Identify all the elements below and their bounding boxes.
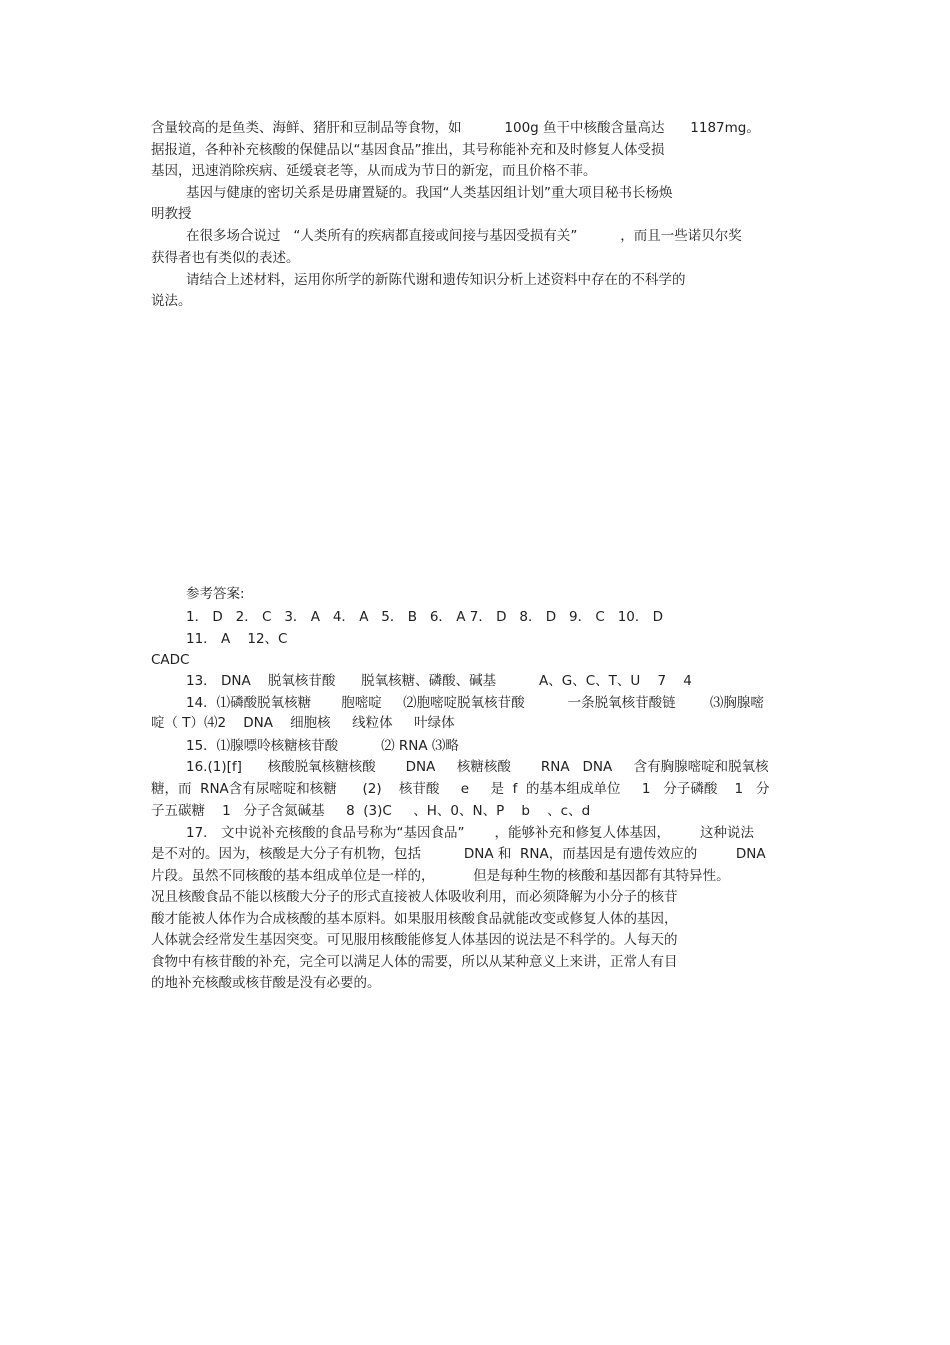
answers-heading: 参考答案: (186, 586, 245, 602)
text-line: 说法。 (151, 293, 192, 309)
answer-line: 是不对的。因为，核酸是大分子有机物，包括 DNA 和 RNA，而基因是有遗传效应的 DNA (151, 846, 766, 862)
answer-line: 17． 文中说补充核酸的食品号称为“基因食品” ，能够补充和修复人体基因， 这种说法 (186, 825, 755, 841)
text-line: 获得者也有类似的表述。 (151, 250, 300, 266)
answer-line: 的地补充核酸或核苷酸是没有必要的。 (151, 975, 381, 991)
answer-line: 11． A 12、C (186, 631, 288, 647)
text-line: 基因，迅速消除疾病、延缓衰老等，从而成为节日的新宠，而且价格不菲。 (151, 163, 597, 179)
answer-line: 啶（ T）⑷2 DNA 细胞核 线粒体 叶绿体 (151, 715, 455, 731)
answer-line: 15．⑴腺嘌呤核糖核苷酸 ⑵ RNA ⑶略 (186, 738, 459, 754)
text-line: 请结合上述材料，运用你所学的新陈代谢和遗传知识分析上述资料中存在的不科学的 (186, 272, 686, 288)
answer-line: 酸才能被人体作为合成核酸的基本原料。如果服用核酸食品就能改变或修复人体的基因， (151, 911, 678, 927)
answer-line: 人体就会经常发生基因突变。可见服用核酸能修复人体基因的说法是不科学的。人每天的 (151, 932, 678, 948)
answer-line: 14．⑴磷酸脱氧核糖 胞嘧啶 ⑵胞嘧啶脱氧核苷酸 一条脱氧核苷酸链 ⑶胸腺嘧 (186, 695, 764, 711)
text-line: 含量较高的是鱼类、海鲜、猪肝和豆制品等食物，如 100g 鱼干中核酸含量高达 1187mg。 (151, 120, 760, 136)
answer-line: 糖，而 RNA含有尿嘧啶和核糖 (2) 核苷酸 e 是 f 的基本组成单位 1 分子磷酸 1 分 (151, 781, 770, 797)
answer-line: 片段。虽然不同核酸的基本组成单位是一样的， 但是每种生物的核酸和基因都有其特异性。 (151, 868, 730, 884)
text-line: 据报道，各种补充核酸的保健品以“基因食品”推出，其号称能补充和及时修复人体受损 (151, 142, 665, 158)
answer-line: 食物中有核苷酸的补充，完全可以满足人体的需要，所以从某种意义上来讲，正常人有目 (151, 954, 678, 970)
text-line: 明教授 (151, 206, 192, 222)
answer-line: 况且核酸食品不能以核酸大分子的形式直接被人体吸收利用，而必须降解为小分子的核苷 (151, 889, 678, 905)
text-line: 在很多场合说过 “人类所有的疾病都直接或间接与基因受损有关” ，而且一些诺贝尔奖 (186, 228, 742, 244)
text-line: 基因与健康的密切关系是毋庸置疑的。我国“人类基因组计划”重大项目秘书长杨焕 (186, 185, 673, 201)
answer-line: 16.(1)[f] 核酸脱氧核糖核酸 DNA 核糖核酸 RNA DNA 含有胸腺嘧啶和脱氧核 (186, 759, 769, 775)
answer-line: 13． DNA 脱氧核苷酸 脱氧核糖、磷酸、碱基 A、G、C、T、U 7 4 (186, 673, 692, 689)
answer-line: 子五碳糖 1 分子含氮碱基 8 (3)C 、H、0、N、P b 、c、d (151, 803, 591, 819)
answer-line: 1． D 2． C 3． A 4． A 5． B 6． A 7． D 8． D 9． C 10． D (186, 609, 664, 625)
answer-line: CADC (151, 652, 190, 668)
